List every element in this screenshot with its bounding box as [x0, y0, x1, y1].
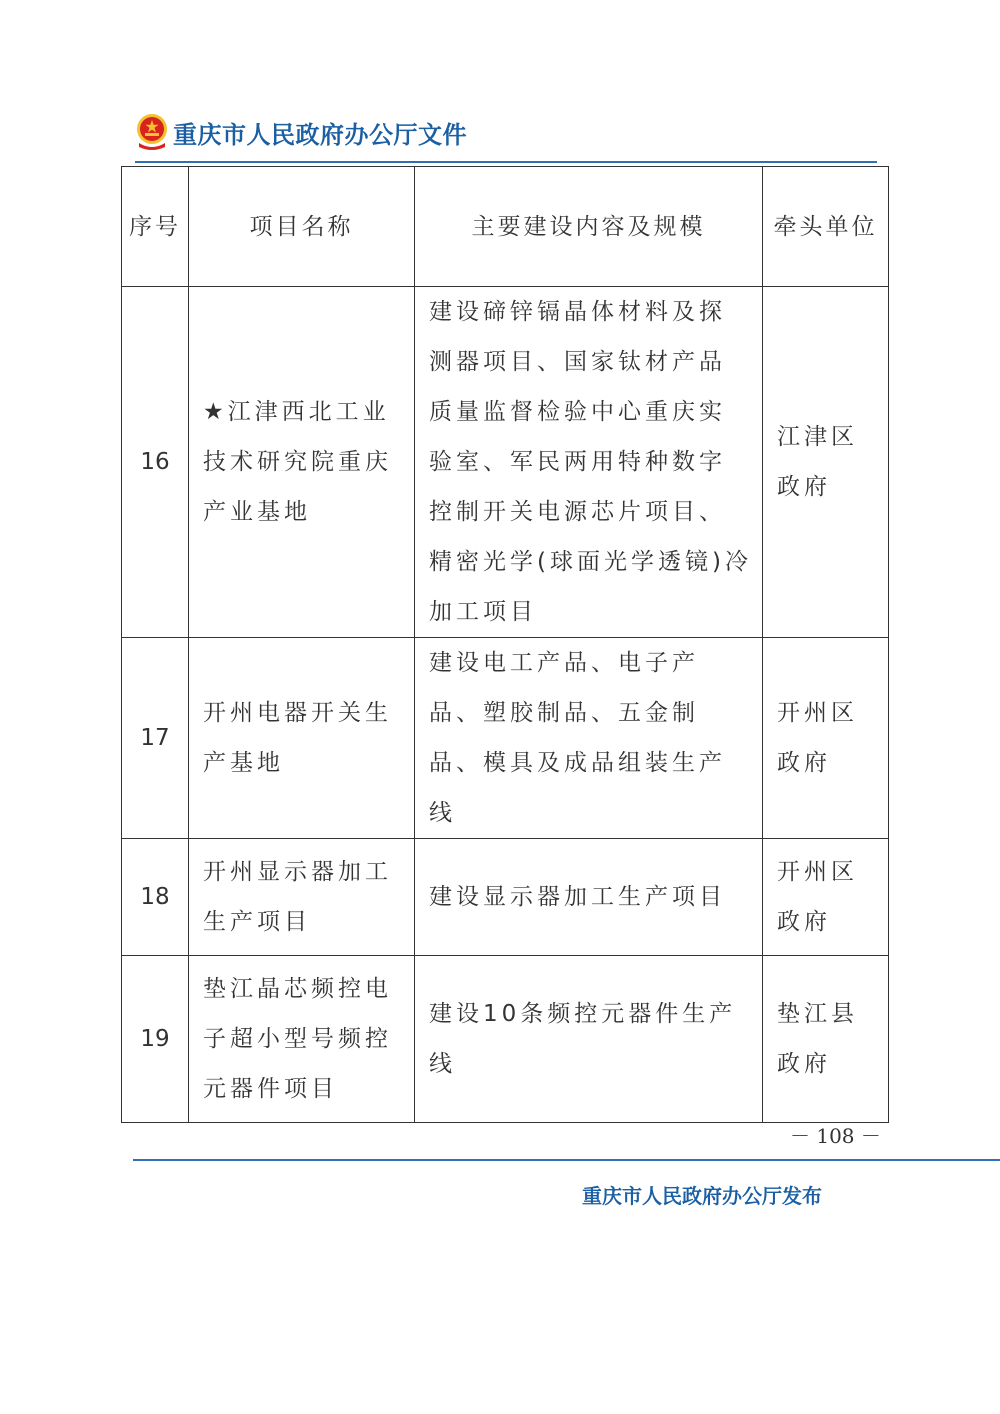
- header-content: 主要建设内容及规模: [415, 167, 763, 287]
- page-number: － 108 －: [790, 1124, 881, 1148]
- header-no: 序号: [122, 167, 189, 287]
- header-name: 项目名称: [189, 167, 415, 287]
- row-name: 开州显示器加工生产项目: [189, 839, 415, 956]
- row-no: 16: [122, 287, 189, 638]
- row-no: 18: [122, 839, 189, 956]
- row-name: 垫江晶芯频控电子超小型号频控元器件项目: [189, 956, 415, 1123]
- table-row: [122, 638, 889, 839]
- header-lead: 牵头单位: [763, 167, 889, 287]
- row-content: 建设10条频控元器件生产线: [415, 956, 763, 1123]
- table-row: [122, 839, 889, 956]
- row-no: 19: [122, 956, 189, 1123]
- row-name: ★江津西北工业技术研究院重庆产业基地: [189, 287, 415, 638]
- national-emblem-icon: [135, 113, 169, 151]
- row-content: 建设显示器加工生产项目: [415, 839, 763, 956]
- row-name: 开州电器开关生产基地: [189, 638, 415, 839]
- row-lead: 江津区政府: [763, 287, 889, 638]
- publisher-label: 重庆市人民政府办公厅发布: [582, 1184, 822, 1208]
- header-rule: [135, 161, 877, 163]
- table-row: [122, 956, 889, 1123]
- row-lead: 开州区政府: [763, 638, 889, 839]
- document-header: [135, 112, 467, 152]
- row-content: 建设电工产品、电子产品、塑胶制品、五金制品、模具及成品组装生产线: [415, 638, 763, 839]
- footer-rule: [133, 1159, 1000, 1161]
- row-no: 17: [122, 638, 189, 839]
- table-header-row: [122, 167, 889, 287]
- row-lead: 垫江县政府: [763, 956, 889, 1123]
- document-title: 重庆市人民政府办公厅文件: [173, 119, 467, 149]
- table-row: [122, 287, 889, 638]
- project-table: [121, 166, 889, 1123]
- row-content: 建设碲锌镉晶体材料及探测器项目、国家钛材产品质量监督检验中心重庆实验室、军民两用特种数字控制开关电源芯片项目、精密光学(球面光学透镜)冷加工项目: [415, 287, 763, 638]
- row-lead: 开州区政府: [763, 839, 889, 956]
